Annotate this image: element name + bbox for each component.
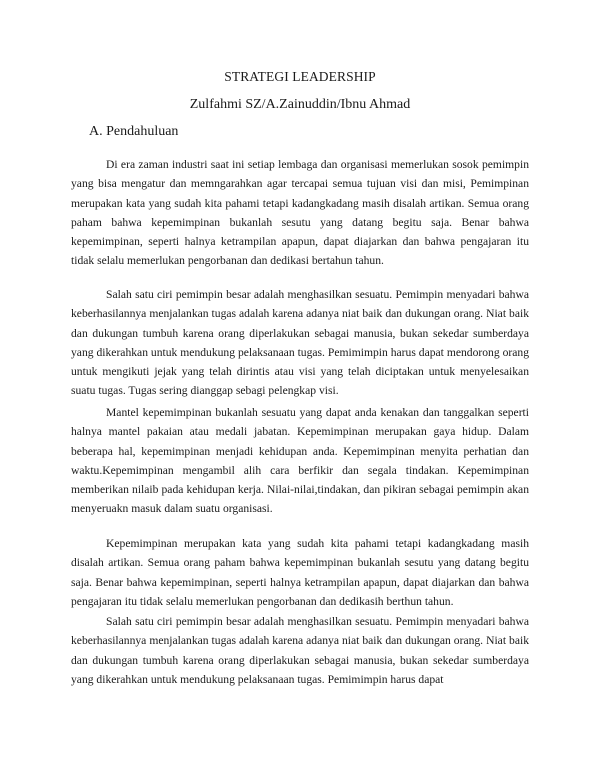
paragraph-5: Salah satu ciri pemimpin besar adalah menghasilkan sesuatu. Pemimpin menyadari bahwa keberhasilannya menjalankan tugas adalah karena adanya niat baik dan dukungan orang. Niat baik dan dukungan tumbuh karena orang diperlakukan sebagai manusia, bukan sekedar sumberdaya yang dikerahkan untuk mendukung pelaksanaan tugas. Pemimimpin harus dapat [71, 615, 529, 686]
paragraph-3: Mantel kepemimpinan bukanlah sesuatu yang dapat anda kenakan dan tanggalkan seperti halnya mantel pakaian atau medali jabatan. Kepemimpinan merupakan gaya hidup. Dalam beberapa hal, kepemimpinan menjadi kehidupan anda. Kepemimpinan menyita perhatian dan waktu.Kepemimpinan mengambil alih cara berfikir dan segala tindakan. Kepemimpinan memberikan nilaib pada kehidupan kerja. Nilai-nilai,tindakan, dan pikiran sebagai pemimpin akan menyeruakn masuk dalam suatu organisasi. [71, 406, 529, 516]
paragraph-4: Kepemimpinan merupakan kata yang sudah kita pahami tetapi kadangkadang masih disalah artikan. Semua orang paham bahwa kepemimpinan bukanlah sesutu yang datang begitu saja. Benar bahwa kepemimpinan, seperti halnya ketrampilan apapun, dapat diajarkan dan bahwa pengajaran itu tidak selalu memerlukan pengorbanan dan dedikasih berthun tahun. [71, 537, 529, 608]
document-authors: Zulfahmi SZ/A.Zainuddin/Ibnu Ahmad [189, 97, 411, 112]
paragraph-1: Di era zaman industri saat ini setiap lembaga dan organisasi memerlukan sosok pemimpin yang bisa mengatur dan memngarahkan agar tercapai semua tujuan visi dan misi, Pemimpinan merupakan kata yang sudah kita pahami tetapi kadangkadang masih disalah artikan. Semua orang paham bahwa kepemimpinan bukanlah sesutu yang datang begitu saja. Benar bahwa kepemimpinan, seperti halnya ketrampilan apapun, dapat diajarkan dan bahwa pengajaran itu tidak selalu memerlukan pengorbanan dan dedikasi bertahun tahun. [71, 158, 529, 268]
section-heading: A. Pendahuluan [89, 124, 179, 139]
paragraph-2: Salah satu ciri pemimpin besar adalah menghasilkan sesuatu. Pemimpin menyadari bahwa keberhasilannya menjalankan tugas adalah karena adanya niat baik dan dukungan orang. Niat baik dan dukungan tumbuh karena orang diperlakukan sebagai manusia, bukan sekedar sumberdaya yang dikerahkan untuk mendukung pelaksanaan tugas. Pemimimpin harus dapat mendorong orang untuk mengikuti jejak yang telah dirintis atau visi yang telah diciptakan untuk menyelesaikan suatu tugas. Tugas sering dianggap sebagi pelengkap visi. [71, 288, 529, 398]
document-title: STRATEGI LEADERSHIP [224, 69, 376, 84]
